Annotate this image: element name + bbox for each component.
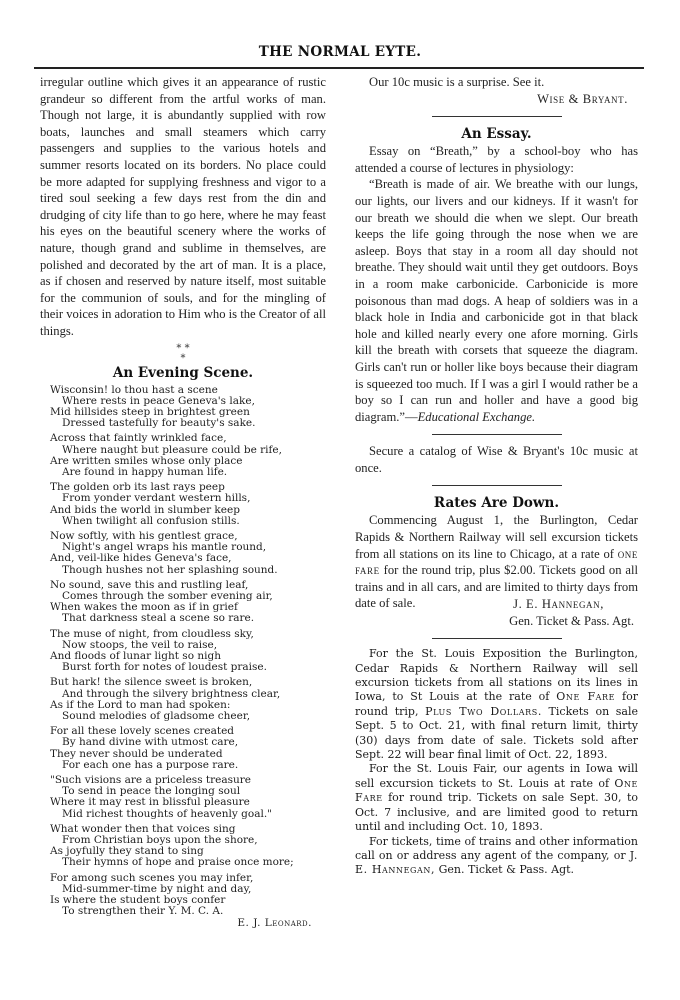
poem-stanza: No sound, save this and rustling leaf, Comes through the somber evening air, When wakes the moon as if in grief That darkness steal a scene so rare. [50,578,273,625]
poem-stanza: The muse of night, from cloudless sky, Now stoops, the veil to raise, And floods of lunar light so nigh Burst forth for notes of loudest praise. [50,627,267,674]
header-rule [34,67,644,69]
section-divider [432,485,562,486]
poem-author: E. J. Leonard. [237,917,312,930]
rates-body: Commencing August 1, the Burlington, Cedar Rapids & Northern Railway will sell excursion tickets from all stations on its line to Chicago, at a rate of one fare for the round trip, plus $2.00. Tickets good on all trains and in all cars, and are limited to thirty days from date of sale. [355,513,638,611]
intro-paragraph: irregular outline which gives it an appearance of rustic grandeur so different from the artful works of man. Though not large, it is abundantly supplied with row boats, launches and small steamers which carry passengers and supplies to the various hotels and summer resorts located on its borders. No place could be more adapted for supplying freshness and vigor to a tired soul seeking a few days rest from the din and drudging of city life than to go here, where he may feast his eyes on the beautiful scenery where the works of nature, though grand and sublime in themselves, are polished and decorated by the art of man. It is a place, as if chosen and reserved by nature itself, most suitable for the communion of souls, and for the mingling of their voices in adoration to Him who is the Creator of all things. [40,75,326,338]
poem-stanza: Wisconsin! lo thou hast a scene Where rests in peace Geneva's lake, Mid hillsides steep in brightest green Dressed tastefully for beauty's sake. [50,383,256,430]
poem-stanza: What wonder then that voices sing From Christian boys upon the shore, As joyfully they stand to sing Their hymns of hope and praise once more; [50,822,294,869]
poem-stanza: For all these lovely scenes created By hand divine with utmost care, They never should be underated For each one has a purpose rare. [50,725,239,771]
section-divider [432,434,562,435]
essay-source: Educational Exchange. [417,409,536,424]
ad-music-surprise: Our 10c music is a surprise. See it. [369,75,545,89]
ad-signature: Wise & Bryant. [537,91,628,106]
essay-intro: Essay on “Breath,” by a school-boy who has attended a course of lectures in physiology: [355,144,638,175]
right-column [355,74,638,878]
poem-stanza: But hark! the silence sweet is broken, And through the silvery brightness clear, As if the Lord to man had spoken: Sound melodies of gladsome cheer, [50,676,281,722]
rates-title: Rates Are Down. [433,495,560,512]
section-divider [432,638,562,639]
rates-signature-title: Gen. Ticket & Pass. Agt. [509,613,634,628]
contact-paragraph: For tickets, time of trains and other information call on or address any agent of the company, or J. E. Hannegan, Gen. Ticket & Pass. Agt. [355,834,638,877]
rates-signature: J. E. Hannegan, [513,597,604,612]
masthead-title: THE NORMAL EYTE. [258,44,422,60]
essay-title: An Essay. [461,126,532,143]
fair-paragraph: For the St. Louis Fair, our agents in Iowa will sell excursion tickets to St. Louis at rate of One Fare for round trip. Tickets on sale Sept. 30, to Oct. 7 inclusive, and are limited good to return until and including Oct. 10, 1893. [355,762,638,834]
page-header [0,0,680,72]
poem-stanza: "Such visions are a priceless treasure To send in peace the longing soul Where it may rest in blissful pleasure Mid richest thoughts of heavenly goal." [50,774,272,820]
poem-stanza: Across that faintly wrinkled face, Where naught but pleasure could be rife, Are written smiles whose only place Are found in happy human life. [50,432,282,478]
section-divider [432,116,562,117]
essay-body: “Breath is made of air. We breathe with our lungs, our lights, our livers and our kidneys. If it wasn't for our breath we should die when we slept. Our breath keeps the life going through the nose when we are asleep. Boys that stay in a room all day should not breathe. They should wait until they get outdoors. Boys in a room make carbonicide. Carbonicide is more poisonous than mad dogs. A heap of soldiers was in a black hole in India and carbonicide got in that black hole and killed nearly every one afore morning. Girls kill the breath with corsets that squeeze the diagram. Girls can't run or holler like boys because their diagram is squeezed too much. If I was a girl I would rather be a boy so I can run and holler and have a good big diagram.”—Educational Exchange. [355,177,638,424]
poem-stanza: Now softly, with his gentlest grace, Night's angel wraps his mantle round, And, veil-like hides Geneva's face, Though hushes not her splashing sound. [50,529,278,576]
asterism-icon: * * * [176,342,190,364]
poem-stanza: For among such scenes you may infer, Mid-summer-time by night and day, Is where the student boys confer To strengthen their Y. M. C. A. [50,871,254,918]
poem-body [50,385,326,918]
left-column [40,74,326,929]
poem-stanza: The golden orb its last rays peep From yonder verdant western hills, And bids the world in slumber keep When twilight all confusion stills. [50,481,251,527]
poem-title: An Evening Scene. [112,364,254,381]
expo-paragraph: For the St. Louis Exposition the Burlington, Cedar Rapids & Northern Railway will sell excursion tickets from all stations on its lines in Iowa, to St Louis at the rate of One Fare for round trip, Plus Two Dollars. Tickets on sale Sept. 5 to Oct. 21, with final return limit, thirty (30) days from date of sale. Tickets sold after Sept. 22 will bear final limit of Oct. 22, 1893. [355,647,639,762]
ad-catalog: Secure a catalog of Wise & Bryant's 10c music at once. [355,444,638,475]
